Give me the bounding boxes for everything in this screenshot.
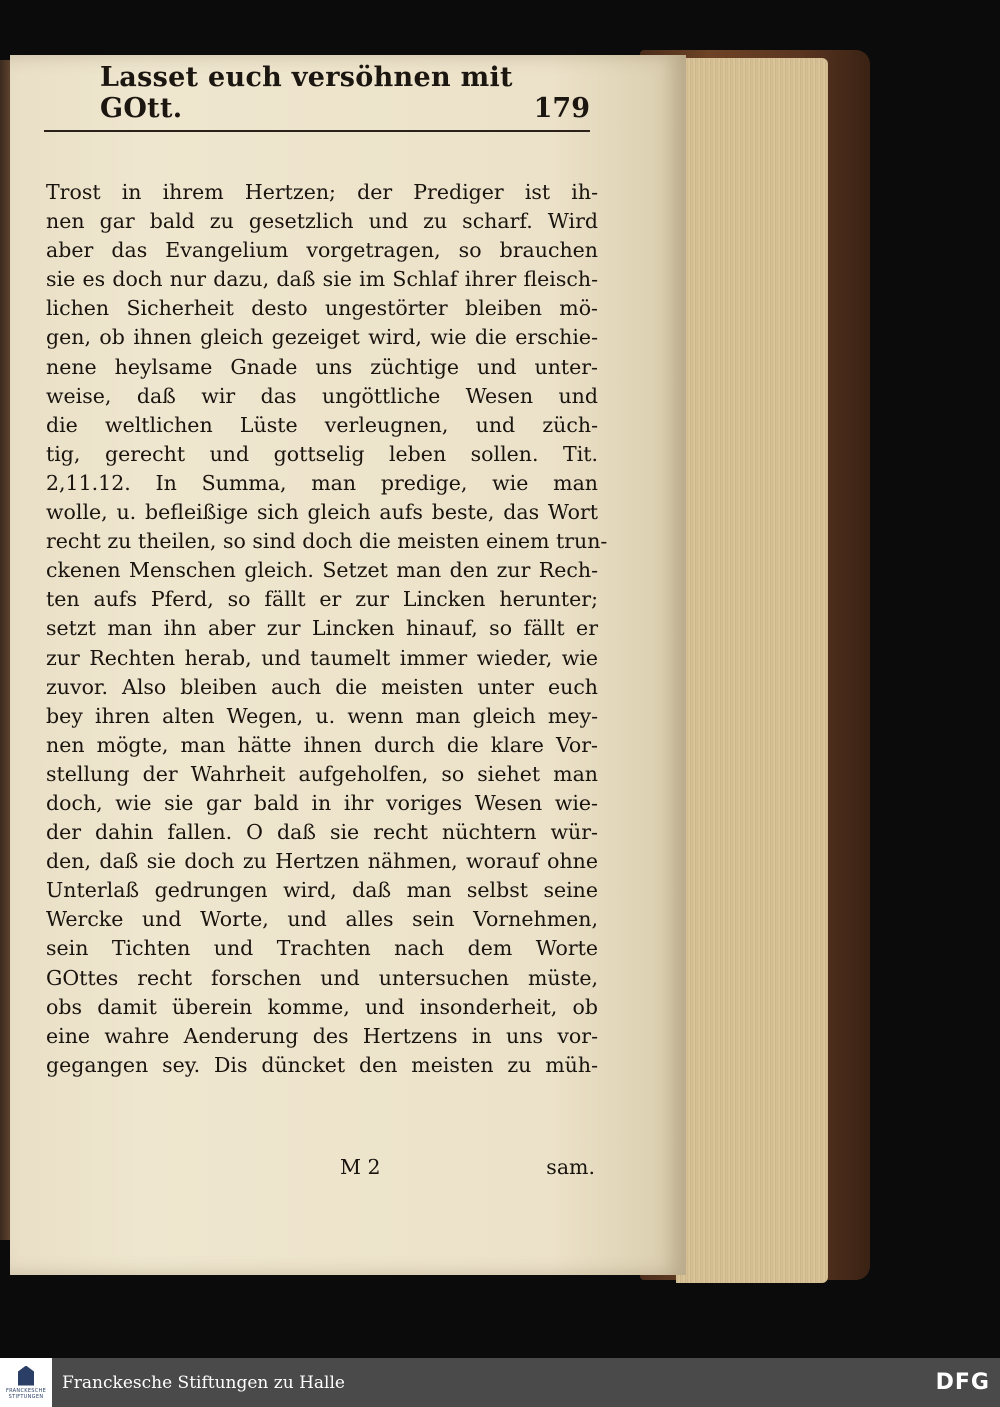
text-line: nene heylsame Gnade uns züchtige und unter- [46, 354, 598, 379]
logo-text: FRANCKESCHE STIFTUNGEN [5, 1387, 47, 1400]
building-icon [18, 1366, 34, 1386]
text-line: gen, ob ihnen gleich gezeiget wird, wie die erschie- [46, 325, 598, 350]
text-line: wolle, u. befleißige sich gleich aufs beste, das Wort [46, 500, 598, 525]
text-line: weise, daß wir das ungöttliche Wesen und [46, 383, 598, 408]
footer-title[interactable]: Franckesche Stiftungen zu Halle [62, 1372, 345, 1393]
footer-bar [0, 1358, 1000, 1407]
text-line: gegangen sey. Dis düncket den meisten zu müh- [46, 1052, 598, 1077]
text-line: Unterlaß gedrungen wird, daß man selbst seine [46, 878, 598, 903]
text-line: doch, wie sie gar bald in ihr voriges Wesen wie- [46, 790, 598, 815]
text-line: sein Tichten und Trachten nach dem Worte [46, 936, 598, 961]
franckesche-logo[interactable] [0, 1358, 52, 1407]
text-line: stellung der Wahrheit aufgeholfen, so siehet man [46, 761, 598, 786]
catchword: sam. [546, 1155, 595, 1179]
text-line: recht zu theilen, so sind doch die meisten einem trun- [46, 529, 608, 554]
signature-line [340, 1155, 595, 1185]
running-head-title: Lasset euch versöhnen mit GOtt. [100, 62, 513, 124]
text-line: setzt man ihn aber zur Lincken hinauf, so fällt er [46, 616, 598, 641]
text-line: ten aufs Pferd, so fällt er zur Lincken herunter; [46, 587, 598, 612]
dfg-logo[interactable]: DFG [935, 1370, 990, 1395]
text-line: obs damit überein komme, und insonderheit, ob [46, 994, 598, 1019]
text-line: zuvor. Also bleiben auch die meisten unter euch [46, 674, 598, 699]
running-head [100, 62, 590, 124]
text-line: nen gar bald zu gesetzlich und zu scharf. Wird [46, 209, 598, 234]
text-line: ckenen Menschen gleich. Setzet man den zur Rech- [46, 558, 598, 583]
text-line: aber das Evangelium vorgetragen, so brauchen [46, 238, 598, 263]
text-line: der dahin fallen. O daß sie recht nüchtern wür- [46, 820, 598, 845]
text-line: Trost in ihrem Hertzen; der Prediger ist ih- [46, 180, 598, 204]
page-edges [676, 58, 828, 1283]
text-line: eine wahre Aenderung des Hertzens in uns vor- [46, 1023, 598, 1048]
text-line: lichen Sicherheit desto ungestörter bleiben mö- [46, 296, 598, 321]
header-rule [44, 130, 590, 132]
text-line: Wercke und Worte, und alles sein Vornehmen, [46, 907, 598, 932]
text-line: zur Rechten herab, und taumelt immer wieder, wie [46, 645, 598, 670]
page-number: 179 [533, 93, 590, 124]
body-text [46, 178, 608, 1080]
text-line: tig, gerecht und gottselig leben sollen. Tit. [46, 441, 598, 466]
text-line: nen mögte, man hätte ihnen durch die klare Vor- [46, 732, 598, 757]
signature-mark: M 2 [340, 1155, 381, 1179]
text-line: GOttes recht forschen und untersuchen müste, [46, 965, 598, 990]
text-line: die weltlichen Lüste verleugnen, und züch- [46, 412, 598, 437]
text-line: den, daß sie doch zu Hertzen nähmen, worauf ohne [46, 849, 598, 874]
text-line: sie es doch nur dazu, daß sie im Schlaf ihrer fleisch- [46, 267, 598, 292]
text-line: 2,11.12. In Summa, man predige, wie man [46, 470, 598, 495]
text-line: bey ihren alten Wegen, u. wenn man gleich mey- [46, 703, 598, 728]
